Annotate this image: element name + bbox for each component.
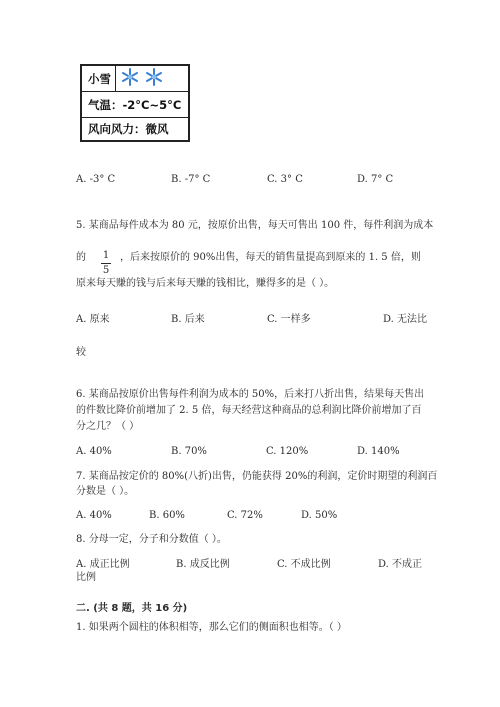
- q5-stem-line1: 5. 某商品每件成本为 80 元，按原价出售，每天可售出 100 件，每件利润为成本: [76, 220, 434, 231]
- fraction-numerator: 1: [102, 250, 110, 261]
- q7-stem-line1: 7. 某商品按定价的 80%(八折)出售，仍能获得 20%的利润，定价时期望的利润百: [76, 471, 438, 482]
- q7-stem-line2: 分数是（ ）。: [76, 486, 135, 497]
- q5-option-b: B. 后来: [171, 314, 205, 325]
- q7-option-d: D. 50%: [301, 510, 338, 521]
- weather-row-wind: 风向风力：微风: [88, 122, 169, 136]
- q7-option-a: A. 40%: [76, 510, 112, 521]
- weather-row-temperature: 气温：-2°C~5°C: [82, 92, 188, 118]
- fraction-denominator: 5: [102, 265, 110, 276]
- weather-row-condition: [82, 66, 188, 92]
- q4-option-c: C. 3° C: [267, 174, 303, 185]
- q6-option-b: B. 70%: [171, 446, 207, 457]
- q8-option-a: A. 成正比例: [76, 559, 130, 570]
- q7-option-c: C. 72%: [227, 510, 263, 521]
- q8-option-b: B. 成反比例: [176, 559, 230, 570]
- q5-stem-line2-pre: 的: [76, 252, 86, 263]
- q6-option-c: C. 120%: [266, 446, 309, 457]
- q8-option-c: C. 不成比例: [277, 559, 331, 570]
- q6-stem-line3: 分之几？（ ）: [76, 421, 140, 432]
- q8-option-d: D. 不成正: [378, 559, 423, 570]
- judge-q1-stem: 1. 如果两个圆柱的体积相等，那么它们的侧面积也相等。（ ）: [76, 622, 347, 633]
- q5-option-a: A. 原来: [76, 314, 110, 325]
- q4-option-b: B. -7° C: [171, 174, 211, 185]
- q7-option-b: B. 60%: [149, 510, 185, 521]
- section-heading: 二. (共 8 题，共 16 分): [76, 603, 188, 614]
- q6-option-d: D. 140%: [357, 446, 400, 457]
- q5-option-d: D. 无法比: [383, 314, 428, 325]
- q8-option-d-wrap: 比例: [76, 572, 96, 583]
- q4-option-a: A. -3° C: [76, 174, 116, 185]
- q5-stem-line3: 原来每天赚的钱与后来每天赚的钱相比，赚得多的是（ ）。: [76, 278, 335, 289]
- weather-condition-label: 小雪: [88, 66, 116, 91]
- q5-option-c: C. 一样多: [267, 314, 311, 325]
- q5-option-d-wrap: 较: [76, 347, 86, 358]
- snowflake-icon: [120, 67, 140, 90]
- q5-stem-line2-post: ，后来按原价的 90%出售，每天的销售量提高到原来的 1. 5 倍，则: [120, 252, 421, 263]
- q8-stem-line1: 8. 分母一定，分子和分数值（ ）。: [76, 534, 227, 545]
- snowflake-icon: [144, 67, 164, 90]
- weather-card: [80, 64, 190, 142]
- q6-stem-line2: 的件数比降价前增加了 2. 5 倍，每天经营这种商品的总利润比降价前增加了百: [76, 405, 422, 416]
- q6-option-a: A. 40%: [76, 446, 112, 457]
- fraction-bar: [101, 263, 111, 264]
- q4-option-d: D. 7° C: [357, 174, 394, 185]
- q6-stem-line1: 6. 某商品按原价出售每件利润为成本的 50%，后来打八折出售，结果每天售出: [76, 389, 425, 400]
